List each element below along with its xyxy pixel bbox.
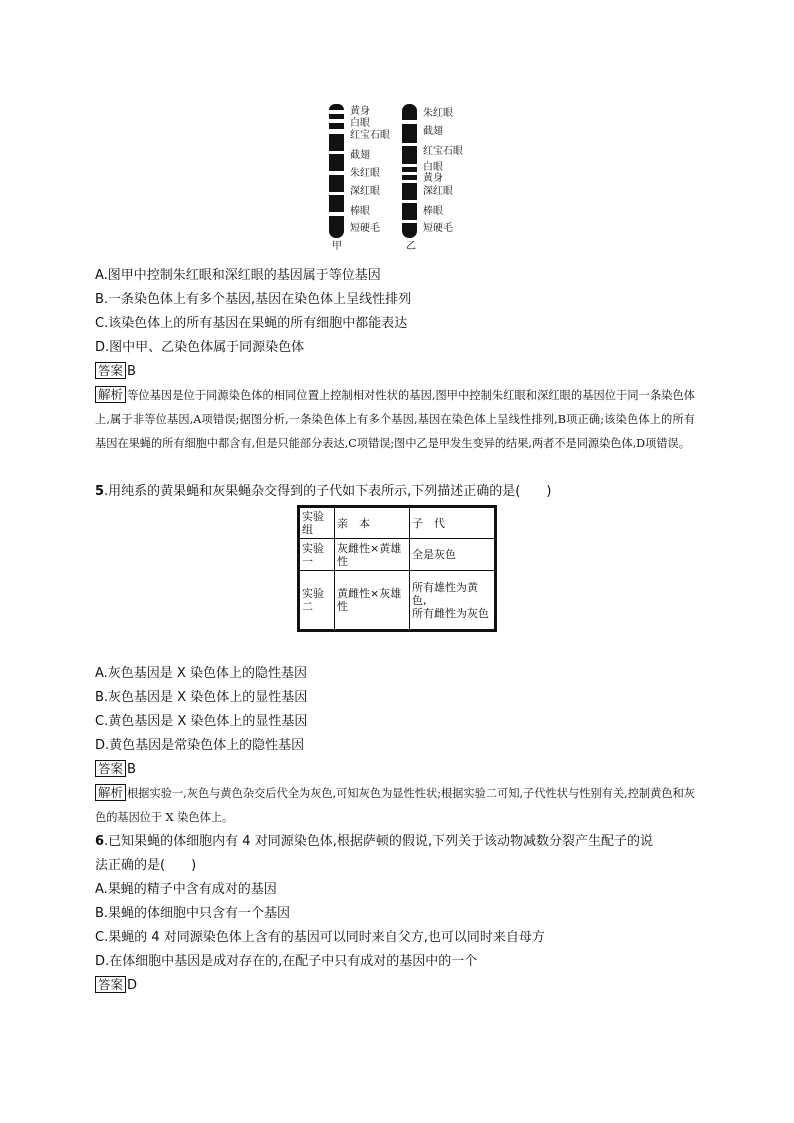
chromosome-jia (329, 104, 344, 238)
table-cell: 黄雌性×灰雄性 (335, 571, 410, 631)
answer-label: 答案 (95, 976, 126, 993)
gene-label: 深红眼 (350, 186, 380, 197)
explanation-label: 解析 (95, 784, 126, 801)
q6-option-c: C.果蝇的 4 对同源染色体上含有的基因可以同时来自父方,也可以同时来自母方 (95, 930, 545, 945)
chromosome-name: 乙 (406, 241, 416, 252)
band-8 (329, 216, 344, 238)
gene-label: 红宝石眼 (423, 146, 463, 157)
gene-label: 黄身 (423, 173, 443, 184)
band-3 (329, 123, 344, 129)
chromosome-figure (0, 0, 794, 260)
q4-option-c: C.该染色体上的所有基因在果蝇的所有细胞中都能表达 (95, 316, 408, 331)
explanation-text: 等位基因是位于同源染色体的相同位置上控制相对性状的基因,图甲中控制朱红眼和深红眼的基因位于同一条染色体上,属于非等位基因,A项错误;据图分析,一条染色体上有多个基因,基因在染色体上呈线性排列,B项正确;该染色体上的所有基因在果蝇的所有细胞中都含有,但是只能部分表达,C项错误;图中乙是甲发生变异的结果,两者不是同源染色体,D项错误。 (95, 389, 695, 450)
band-3 (402, 146, 417, 164)
q4-answer (95, 362, 136, 382)
table-header-row (299, 507, 496, 539)
band-5 (402, 175, 417, 180)
table-cell: 实验一 (299, 539, 335, 571)
chromosome-name: 甲 (332, 241, 342, 252)
gene-label: 黄身 (350, 106, 370, 117)
q5-option-a: A.灰色基因是 X 染色体上的隐性基因 (95, 666, 307, 681)
explanation-label: 解析 (95, 386, 126, 403)
q5-option-b: B.灰色基因是 X 染色体上的显性基因 (95, 690, 308, 705)
gene-label: 棒眼 (423, 206, 443, 217)
question-stem: .已知果蝇的体细胞内有 4 对同源染色体,根据萨顿的假说,下列关于该动物减数分裂产生配子的说 (104, 834, 653, 849)
table-cell: 全是灰色 (410, 539, 496, 571)
question-number: 6 (95, 834, 105, 849)
gene-label: 朱红眼 (350, 168, 380, 179)
band-4 (402, 167, 417, 172)
table-row (299, 539, 496, 571)
gene-label: 朱红眼 (423, 108, 453, 119)
table-row (299, 571, 496, 631)
gene-label: 截翅 (350, 150, 370, 161)
table-cell: 灰雌性×黄雄性 (335, 539, 410, 571)
band-7 (329, 195, 344, 212)
gene-label: 短硬毛 (423, 223, 453, 234)
q4-option-d: D.图中甲、乙染色体属于同源染色体 (95, 340, 305, 355)
q6-answer (95, 976, 137, 996)
table-cell: 所有雄性为黄色, 所有雌性为灰色 (410, 571, 496, 631)
q5-explanation (95, 782, 695, 830)
band-6 (402, 183, 417, 200)
q6-stem-cont: 法正确的是( ) (95, 858, 197, 873)
question-number: 5 (95, 484, 105, 499)
q6-option-b: B.果蝇的体细胞中只含有一个基因 (95, 906, 291, 921)
q5-answer (95, 760, 136, 780)
question-stem: .用纯系的黄果蝇和灰果蝇杂交得到的子代如下表所示,下列描述正确的是( ) (104, 484, 552, 499)
band-2 (329, 114, 344, 119)
q5-option-c: C.黄色基因是 X 染色体上的显性基因 (95, 714, 308, 729)
band-1 (329, 104, 344, 110)
header-cell: 实验组 (299, 507, 335, 539)
q6-stem (95, 832, 653, 852)
band-5 (329, 154, 344, 171)
chromosome-yi (402, 104, 417, 238)
header-cell: 亲 本 (335, 507, 410, 539)
band-6 (329, 175, 344, 192)
q5-option-d: D.黄色基因是常染色体上的隐性基因 (95, 738, 305, 753)
header-cell: 子 代 (410, 507, 496, 539)
band-4 (329, 134, 344, 151)
answer-label: 答案 (95, 760, 126, 777)
band-8 (402, 223, 417, 238)
gene-label: 深红眼 (423, 186, 453, 197)
answer-value: B (127, 364, 136, 379)
band-7 (402, 203, 417, 220)
gene-label: 截翅 (423, 126, 443, 137)
cross-table (297, 505, 497, 632)
q5-stem (95, 482, 551, 502)
q4-option-b: B.一条染色体上有多个基因,基因在染色体上呈线性排列 (95, 292, 412, 307)
band-1 (402, 104, 417, 120)
answer-value: D (127, 978, 138, 993)
explanation-text: 根据实验一,灰色与黄色杂交后代全为灰色,可知灰色为显性性状;根据实验二可知,子代性状与性别有关,控制黄色和灰色的基因位于 X 染色体上。 (95, 787, 695, 824)
table-cell: 实验二 (299, 571, 335, 631)
gene-label: 白眼 (423, 162, 443, 173)
q4-option-a: A.图甲中控制朱红眼和深红眼的基因属于等位基因 (95, 268, 381, 283)
gene-label: 红宝石眼 (350, 130, 390, 141)
q4-explanation (95, 384, 695, 456)
gene-label: 白眼 (350, 118, 370, 129)
q6-option-d: D.在体细胞中基因是成对存在的,在配子中只有成对的基因中的一个 (95, 954, 478, 969)
answer-label: 答案 (95, 362, 126, 379)
band-2 (402, 124, 417, 143)
gene-label: 棒眼 (350, 206, 370, 217)
q6-option-a: A.果蝇的精子中含有成对的基因 (95, 882, 277, 897)
answer-value: B (127, 762, 136, 777)
gene-label: 短硬毛 (350, 223, 380, 234)
